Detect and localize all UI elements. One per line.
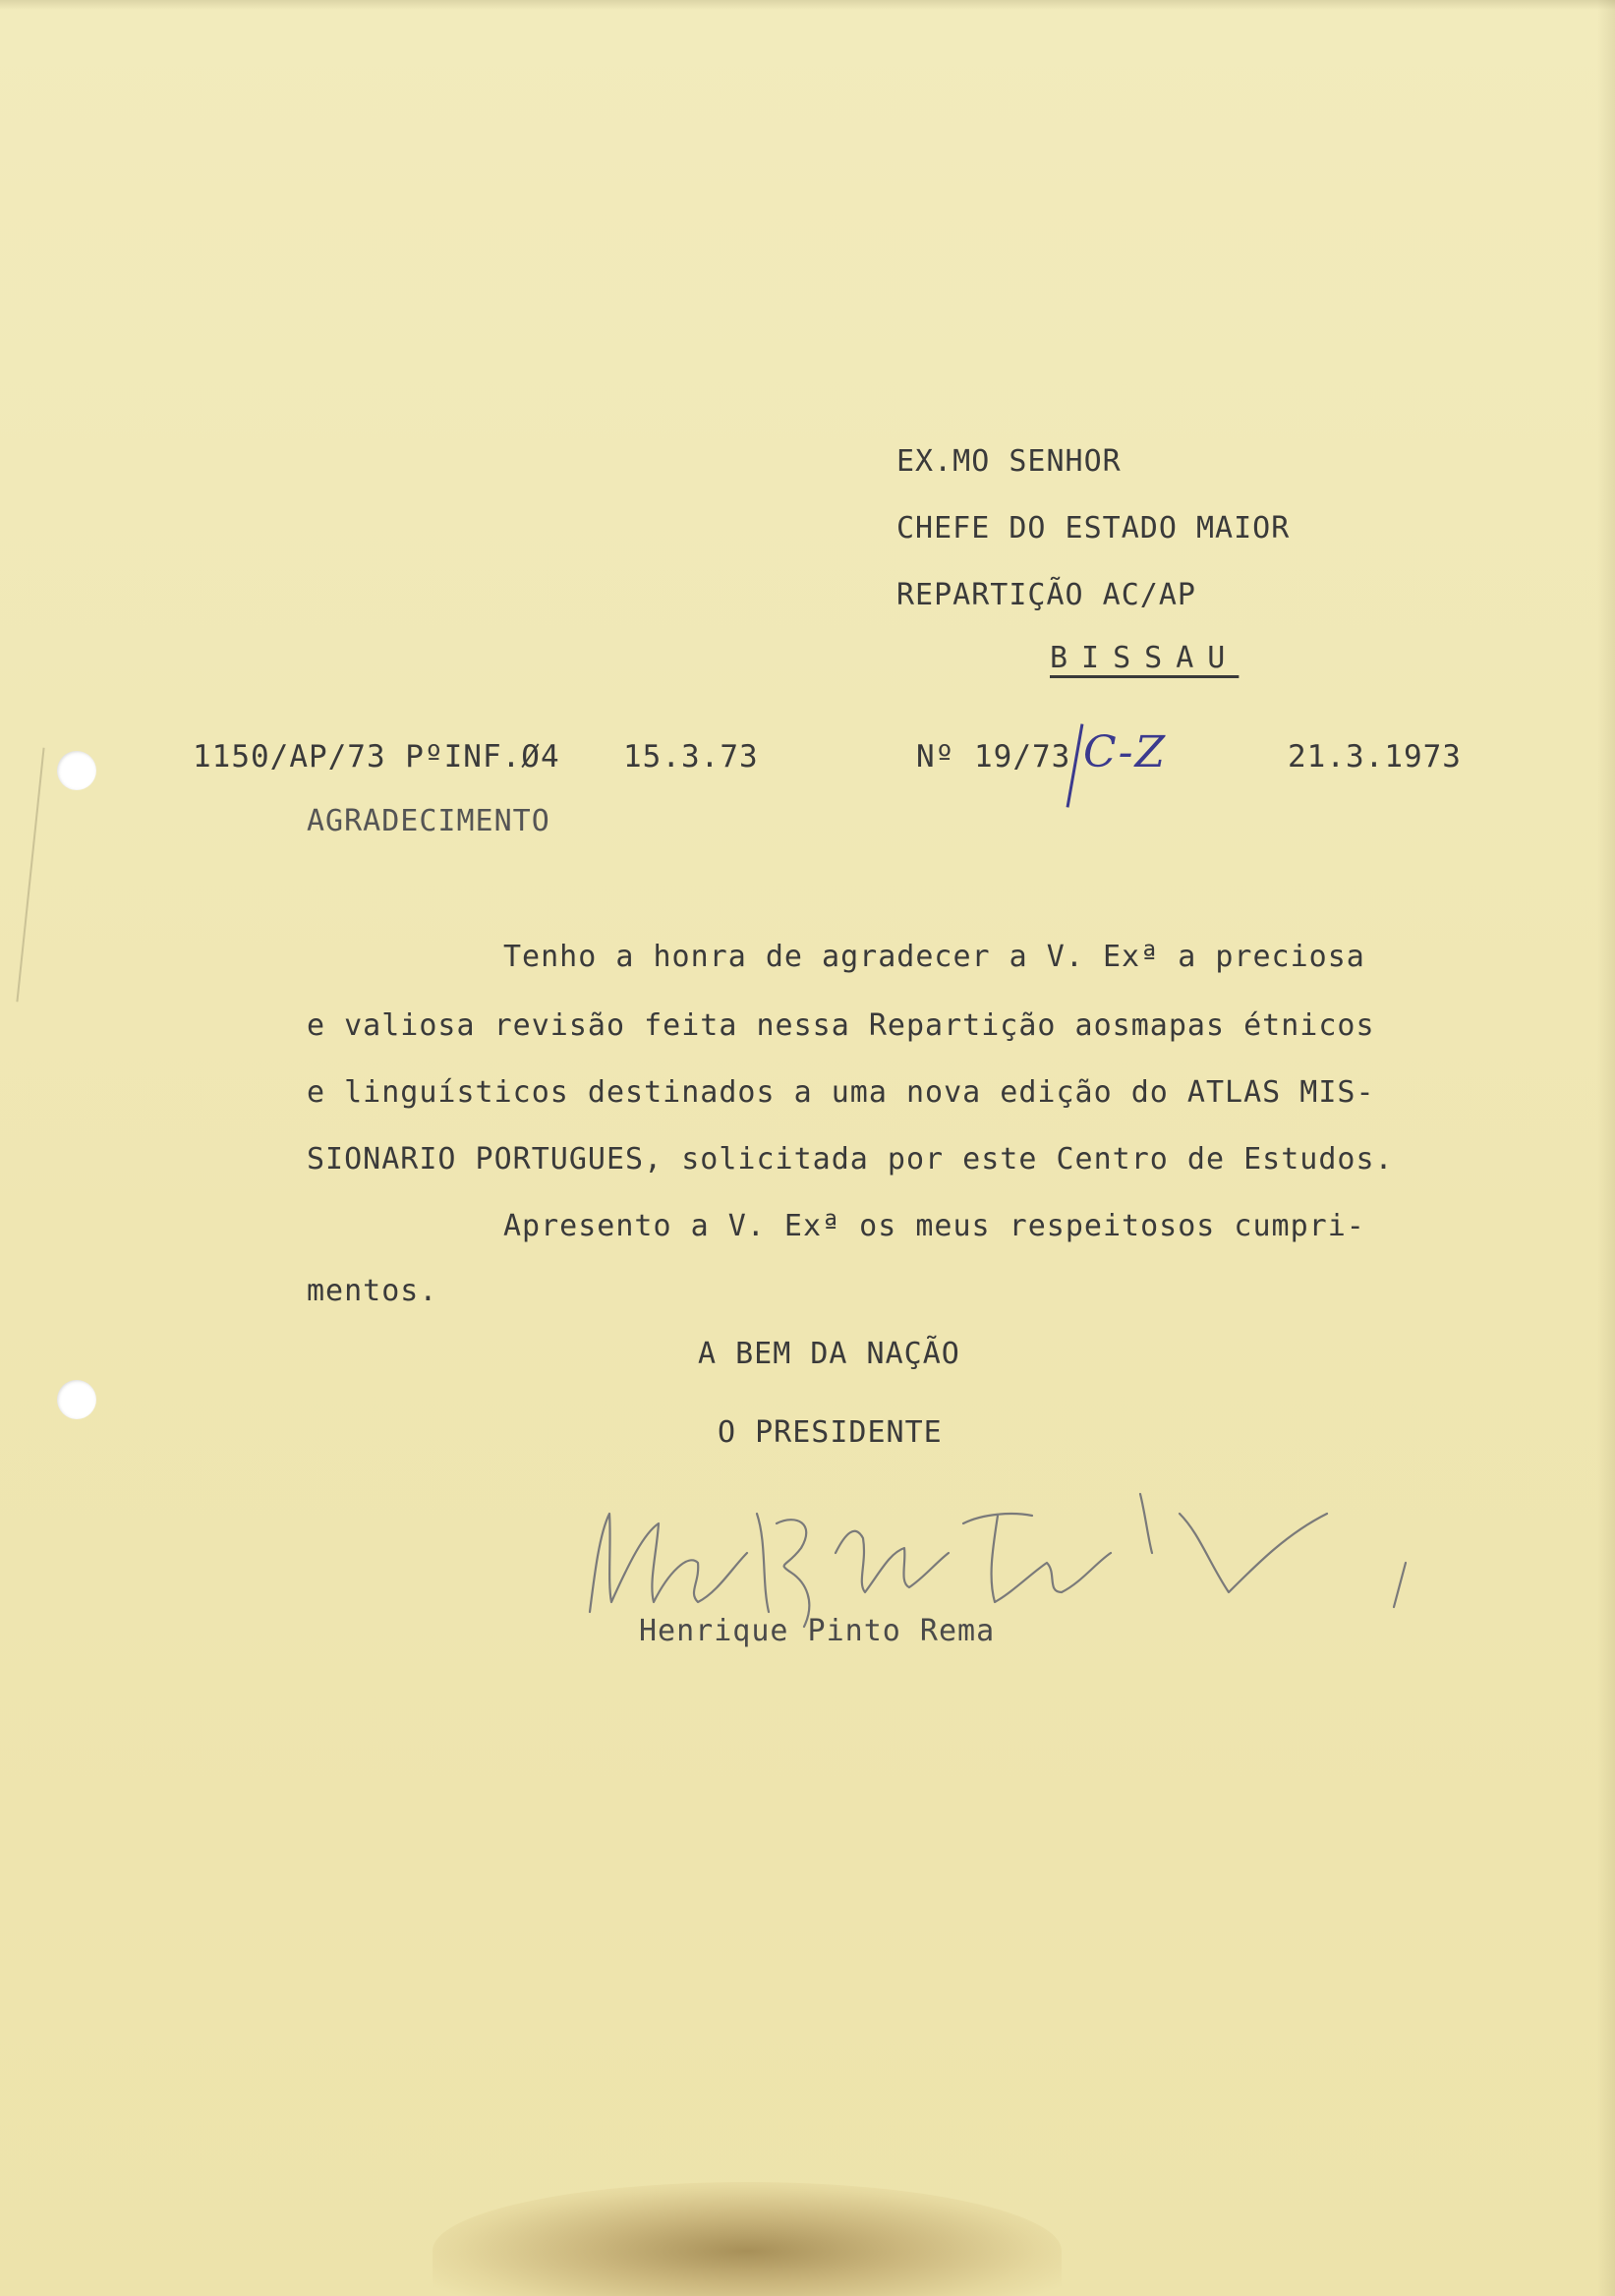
body-line-3: e linguísticos destinados a uma nova edição do ATLAS MIS- [307, 1075, 1375, 1110]
body-line-2: e valiosa revisão feita nessa Repartição aosmapas étnicos [307, 1008, 1375, 1043]
subject-line: AGRADECIMENTO [307, 804, 550, 838]
handwritten-code: C-Z [1083, 727, 1168, 777]
recipient-city: BISSAU [1050, 641, 1240, 675]
paper-edge-shadow [1597, 0, 1615, 2296]
water-stain [433, 2182, 1062, 2296]
signatory-name: Henrique Pinto Rema [639, 1614, 996, 1648]
paper-top-edge [0, 0, 1615, 10]
recipient-title: CHEFE DO ESTADO MAIOR [896, 511, 1291, 545]
recipient-department: REPARTIÇÃO AC/AP [896, 578, 1196, 612]
body-line-1: Tenho a honra de agradecer a V. Exª a preciosa [503, 940, 1365, 974]
their-reference-date: 15.3.73 [623, 739, 759, 775]
signatory-title: O PRESIDENTE [718, 1415, 943, 1450]
our-reference-number: Nº 19/73 [916, 739, 1071, 775]
closing-motto: A BEM DA NAÇÃO [698, 1337, 960, 1371]
punch-hole-top [57, 751, 96, 790]
margin-crease [16, 748, 44, 1003]
body-line-4: SIONARIO PORTUGUES, solicitada por este Centro de Estudos. [307, 1142, 1394, 1177]
punch-hole-bottom [57, 1380, 96, 1419]
recipient-salutation: EX.MO SENHOR [896, 444, 1122, 479]
their-reference: 1150/AP/73 PºINF.Ø4 [193, 739, 560, 775]
body-line-6: mentos. [307, 1274, 438, 1308]
body-line-5: Apresento a V. Exª os meus respeitosos cumpri- [503, 1209, 1365, 1243]
letter-date: 21.3.1973 [1288, 739, 1462, 775]
